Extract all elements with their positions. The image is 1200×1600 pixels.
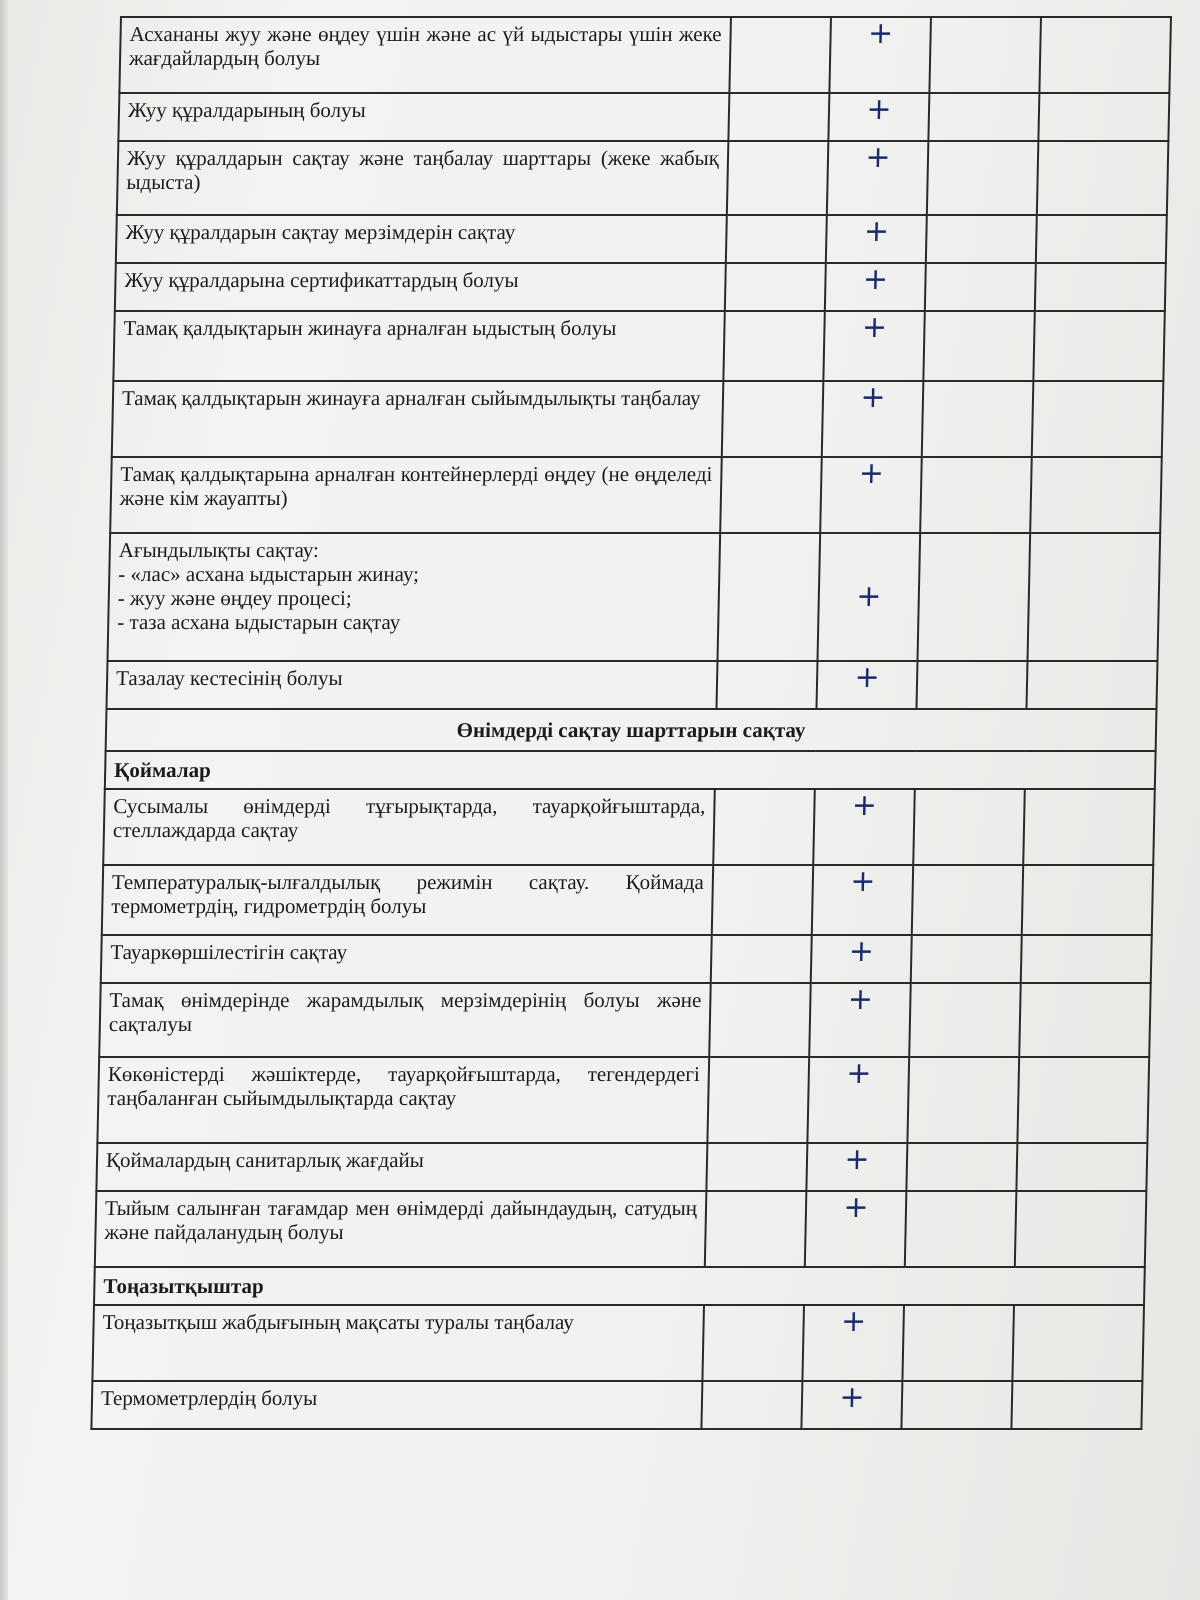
empty-cell [925,263,1036,311]
empty-cell [1022,865,1153,935]
checklist-page [90,16,1170,1430]
empty-cell [701,1381,802,1429]
empty-cell [1012,1305,1144,1381]
criterion-text: Жуу құралдарын сақтау мерзімдерін сақтау [116,215,727,263]
empty-cell [709,983,811,1057]
empty-cell [1023,789,1155,865]
checklist-table [90,16,1172,1430]
criterion-text: Тазалау кестесінің болуы [106,661,717,709]
empty-cell [728,93,829,141]
table-row [117,141,1169,215]
check-mark: + [809,983,911,1057]
table-row [116,215,1167,263]
table-row [112,381,1164,457]
empty-cell [716,661,817,709]
empty-cell [912,865,1023,935]
empty-cell [907,1057,1019,1143]
empty-cell [729,17,831,93]
check-mark: + [820,457,922,533]
empty-cell [1033,311,1164,381]
subsection-row [105,751,1156,789]
criterion-text: Тауаркөршілестігін сақтау [101,935,712,983]
sheet-edge [0,0,8,1600]
check-mark: + [829,17,931,93]
subsection-heading: Тоңазытқыштар [94,1267,1145,1305]
criterion-text: Тамақ қалдықтарына арналған контейнерлерді өңдеу (не өңделеді және кім жауапты) [110,457,722,533]
empty-cell [1030,457,1162,533]
table-row [101,935,1152,983]
empty-cell [922,381,1034,457]
empty-cell [722,381,824,457]
check-mark: + [805,1191,907,1267]
table-row [106,661,1157,709]
table-row [99,983,1151,1057]
table-row [92,1305,1144,1381]
empty-cell [1038,93,1169,141]
empty-cell [926,215,1037,263]
check-mark: + [806,1143,907,1191]
criterion-text: Қоймалардың санитарлық жағдайы [96,1143,707,1191]
check-mark: + [827,141,929,215]
criterion-text: Тамақ қалдықтарын жинауға арналған ыдыстың болуы [113,311,724,381]
empty-cell [920,457,1032,533]
empty-cell [916,661,1027,709]
criterion-text: Термометрлердің болуы [91,1381,702,1429]
flow-item: - «лас» асхана ыдыстарын жинау; [118,562,420,586]
flow-item: - жуу және өңдеу процесі; [117,586,352,610]
table-row [115,263,1166,311]
empty-cell [727,141,829,215]
table-row [119,17,1171,93]
empty-cell [720,457,822,533]
empty-cell [923,311,1034,381]
flow-item: - таза асхана ыдыстарын сақтау [117,610,401,634]
table-row [103,789,1155,865]
empty-cell [705,1191,807,1267]
empty-cell [911,935,1022,983]
check-mark: + [807,1057,909,1143]
empty-cell [723,311,824,381]
section-title: Өнімдерді сақтау шарттарын сақтау [106,709,1157,751]
empty-cell [702,1305,804,1381]
empty-cell [1011,1381,1142,1429]
check-mark: + [811,935,912,983]
check-mark: + [812,865,913,935]
criterion-text: Тыйым салынған тағамдар мен өнімдерді дайындаудың, сатудың және пайдаланудың болуы [95,1191,707,1267]
empty-cell [726,215,827,263]
empty-cell [906,1143,1017,1191]
table-row [91,1381,1142,1429]
subsection-heading: Қоймалар [105,751,1156,789]
table-row [113,311,1164,381]
empty-cell [905,1191,1017,1267]
criterion-text: Асхананы жуу және өңдеу үшін және ас үй ыдыстары үшін жеке жағдайлардың болуы [119,17,731,93]
criterion-text: Жуу құралдарына сертификаттардың болуы [115,263,726,311]
criterion-text: Тамақ өнімдерінде жарамдылық мерзімдерінің болуы және сақталуы [99,983,711,1057]
empty-cell [1039,17,1171,93]
check-mark: + [822,381,924,457]
criterion-text: Тоңазытқыш жабдығының мақсаты туралы таңбалау [92,1305,704,1381]
section-row [106,709,1157,751]
empty-cell [928,93,1039,141]
subsection-row [94,1267,1145,1305]
check-mark: + [802,1305,904,1381]
empty-cell [917,533,1030,661]
empty-cell [1017,1057,1149,1143]
flow-title: Ағындылықты сақтау: [118,538,320,562]
table-row [118,93,1169,141]
empty-cell [712,865,813,935]
criterion-text: Сусымалы өнімдерді тұғырықтарда, тауарқойғыштарда, стеллаждарда сақтау [103,789,715,865]
criterion-text: Жуу құралдарының болуы [118,93,729,141]
check-mark: + [801,1381,902,1429]
empty-cell [717,533,820,661]
check-mark: + [813,789,915,865]
empty-cell [1036,215,1167,263]
empty-cell [1035,263,1166,311]
empty-cell [1037,141,1169,215]
check-mark: + [828,93,929,141]
empty-cell [913,789,1025,865]
empty-cell [1021,935,1152,983]
check-mark: + [817,533,920,661]
empty-cell [1032,381,1164,457]
empty-cell [725,263,826,311]
empty-cell [902,1305,1014,1381]
empty-cell [1016,1143,1147,1191]
table-row [95,1191,1147,1267]
criterion-text: Көкөністерді жәшіктерде, тауарқойғыштарда, тегендердегі таңбаланған сыйымдылықтарда сақтау [97,1057,709,1143]
criterion-text: Температуралық-ылғалдылық режимін сақтау. Қоймада термометрдің, гидрометрдің болуы [102,865,713,935]
empty-cell [706,1143,807,1191]
empty-cell [711,935,812,983]
table-row [97,1057,1149,1143]
table-row-flow [107,533,1160,661]
empty-cell [1027,533,1160,661]
check-mark: + [825,263,926,311]
empty-cell [1026,661,1157,709]
empty-cell [713,789,815,865]
check-mark: + [816,661,917,709]
criterion-text [107,533,720,661]
empty-cell [1019,983,1151,1057]
empty-cell [927,141,1039,215]
empty-cell [909,983,1021,1057]
empty-cell [929,17,1041,93]
empty-cell [707,1057,809,1143]
table-row [102,865,1153,935]
empty-cell [901,1381,1012,1429]
criterion-text: Тамақ қалдықтарын жинауға арналған сыйымдылықты таңбалау [112,381,724,457]
check-mark: + [823,311,924,381]
empty-cell [1015,1191,1147,1267]
table-row [96,1143,1147,1191]
check-mark: + [826,215,927,263]
criterion-text: Жуу құралдарын сақтау және таңбалау шарттары (жеке жабық ыдыста) [117,141,729,215]
table-row [110,457,1162,533]
